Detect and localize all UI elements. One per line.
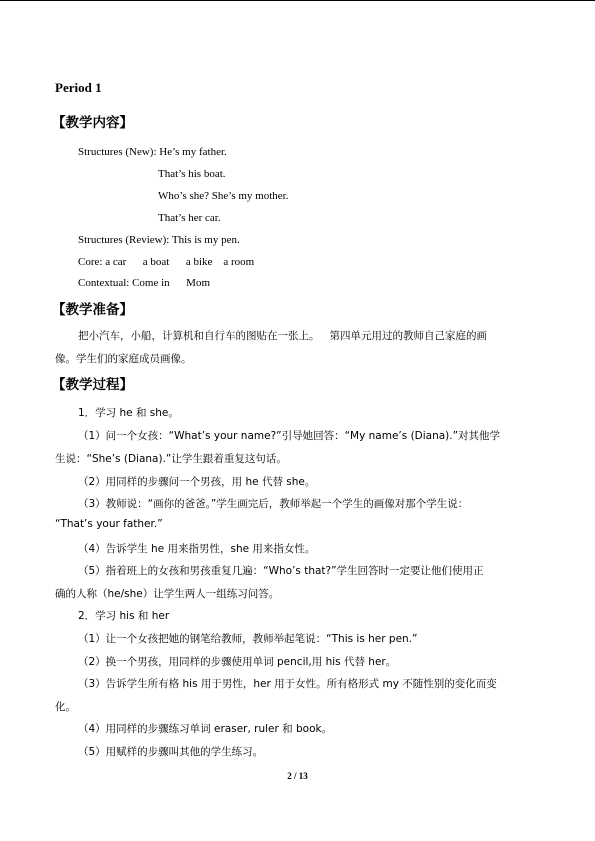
paragraph-line: （2）用同样的步骤问一个男孩，用 he 代替 she。 [78, 476, 316, 488]
step-heading: 2．学习 his 和 her [78, 610, 170, 622]
section-heading-content: 【教学内容】 [52, 115, 133, 131]
paragraph-line: 确的人称（he/she）让学生两人一组练习问答。 [55, 588, 280, 600]
structure-line: That’s her car. [158, 212, 221, 224]
page-number: 2 / 13 [287, 771, 308, 781]
step-heading: 1．学习 he 和 she。 [78, 407, 179, 419]
paragraph-line: （4）用同样的步骤练习单词 eraser, ruler 和 book。 [78, 723, 333, 735]
contextual-line: Contextual: Come in Mom [78, 277, 210, 289]
paragraph-line: “That’s your father.” [55, 518, 163, 530]
paragraph-line: 化。 [55, 701, 76, 713]
paragraph-line: （1）让一个女孩把她的钢笔给教师，教师举起笔说：“This is her pen.” [78, 633, 418, 645]
structure-line: That’s his boat. [158, 168, 226, 180]
paragraph-line: （1）问一个女孩：“What’s your name?”引导她回答：“My name’s (Diana).”对其他学 [78, 430, 501, 442]
structure-new-line: Structures (New): He’s my father. [78, 146, 227, 158]
paragraph-line: （3）告诉学生所有格 his 用于男性，her 用于女性。所有格形式 my 不随性别的变化而变 [78, 678, 497, 690]
paragraph-line: 像。学生们的家庭成员画像。 [55, 353, 192, 365]
page-title: Period 1 [55, 80, 102, 95]
header-rule [0, 0, 595, 1]
paragraph-line: 生说：“She’s (Diana).”让学生跟着重复这句话。 [55, 453, 287, 465]
section-heading-preparation: 【教学准备】 [52, 302, 133, 318]
paragraph-line: （2）换一个男孩，用同样的步骤使用单词 pencil,用 his 代替 her。 [78, 656, 397, 668]
paragraph-line: 把小汽车，小船，计算机和自行车的图贴在一张上。 第四单元用过的教师自己家庭的画 [78, 330, 488, 342]
core-line: Core: a car a boat a bike a room [78, 256, 255, 268]
paragraph-line: （5）用赋样的步骤叫其他的学生练习。 [78, 746, 264, 758]
paragraph-line: （5）指着班上的女孩和男孩重复几遍：“Who’s that?”学生回答时一定要让他们使用正 [78, 565, 484, 577]
structure-review-line: Structures (Review): This is my pen. [78, 234, 240, 246]
paragraph-line: （4）告诉学生 he 用来指男性，she 用来指女性。 [78, 543, 316, 555]
paragraph-line: （3）教师说：“画你的爸爸。”学生画完后，教师举起一个学生的画像对那个学生说： [78, 498, 469, 510]
section-heading-process: 【教学过程】 [52, 377, 133, 393]
structure-line: Who’s she? She’s my mother. [158, 190, 289, 202]
